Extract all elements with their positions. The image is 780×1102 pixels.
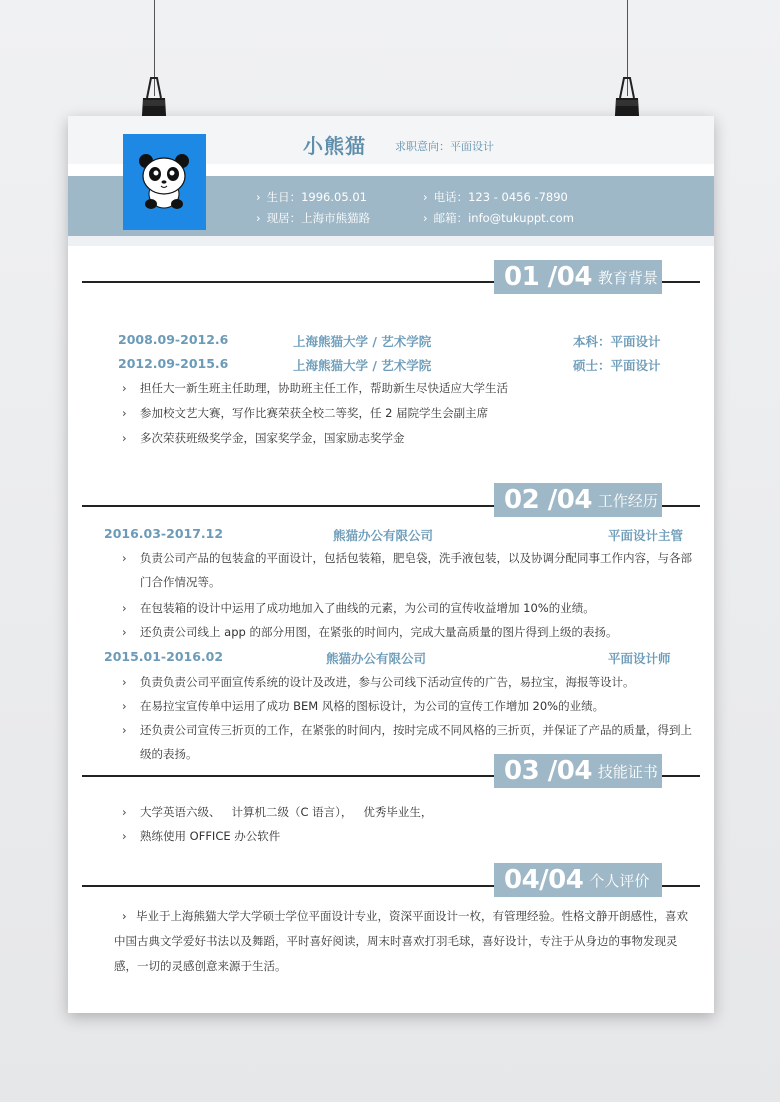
applicant-name: 小熊猫 xyxy=(303,134,366,158)
section-number: 04/04 xyxy=(504,865,584,895)
chevron-right-icon: › xyxy=(423,190,428,204)
edu-date: 2012.09-2015.6 xyxy=(118,356,229,371)
section-header-skills xyxy=(494,754,662,788)
section-header-education xyxy=(494,260,662,294)
resume-page xyxy=(68,116,714,1013)
phone-text: 电话：123 - 0456 -7890 xyxy=(433,190,568,204)
list-item: › 多次荣获班级奖学金，国家奖学金，国家励志奖学金 xyxy=(140,426,720,450)
list-item: › 熟练使用 OFFICE 办公软件 xyxy=(140,824,720,848)
location-info xyxy=(256,210,370,226)
job-role: 平面设计主管 xyxy=(608,528,684,543)
location-text: 现居：上海市熊猫路 xyxy=(266,211,371,225)
list-item: › 在包装箱的设计中运用了成功地加入了曲线的元素，为公司的宣传收益增加 10%的业绩。 xyxy=(140,596,720,620)
self-evaluation-text: 毕业于上海熊猫大学大学硕士学位平面设计专业，资深平面设计一枚，有管理经验。性格文静开朗感性，喜欢中国古典文学爱好书法以及舞蹈，平时喜好阅读，周末时喜欢打羽毛球，喜好设计，专注于从身边的事物发现灵感，一切的灵感创意来源于生活。 xyxy=(114,909,688,973)
chevron-right-icon: › xyxy=(256,190,261,204)
chevron-right-icon: › xyxy=(122,406,127,420)
job-company: 熊猫办公有限公司 xyxy=(326,651,427,666)
section-title: 工作经历 xyxy=(597,491,658,510)
email-info xyxy=(423,210,574,226)
edu-date: 2008.09-2012.6 xyxy=(118,332,229,347)
edu-school: 上海熊猫大学 / 艺术学院 xyxy=(293,358,432,373)
birth-text: 生日：1996.05.01 xyxy=(266,190,367,204)
self-evaluation xyxy=(114,904,694,979)
list-item: › 在易拉宝宣传单中运用了成功 BEM 风格的图标设计，为公司的宣传工作增加 20%的业绩。 xyxy=(140,694,720,718)
list-item: › 大学英语六级、 计算机二级（C 语言）， 优秀毕业生， xyxy=(140,800,720,824)
edu-degree: 硕士：平面设计 xyxy=(573,358,661,373)
section-title: 个人评价 xyxy=(589,871,650,890)
section-header-self xyxy=(494,863,662,897)
list-item: › 还负责公司线上 app 的部分用图，在紧张的时间内，完成大量高质量的图片得到上级的表扬。 xyxy=(140,620,720,644)
avatar xyxy=(123,134,206,230)
chevron-right-icon: › xyxy=(122,601,127,615)
section-title: 教育背景 xyxy=(597,268,658,287)
chevron-right-icon: › xyxy=(122,699,127,713)
section-title: 技能证书 xyxy=(597,762,658,781)
chevron-right-icon: › xyxy=(122,805,127,819)
chevron-right-icon: › xyxy=(256,211,261,225)
list-item: › 担任大一新生班主任助理，协助班主任工作，帮助新生尽快适应大学生活 xyxy=(140,376,720,400)
job-intent: 求职意向：平面设计 xyxy=(395,140,494,153)
list-item: › 负责公司产品的包装盒的平面设计，包括包装箱，肥皂袋，洗手液包装，以及协调分配同事工作内容，与各部门合作情况等。 xyxy=(140,546,700,594)
job-company: 熊猫办公有限公司 xyxy=(333,528,434,543)
edu-degree: 本科：平面设计 xyxy=(573,334,661,349)
list-item: › 还负责公司宣传三折页的工作，在紧张的时间内，按时完成不同风格的三折页，并保证了产品的质量，得到上级的表扬。 xyxy=(140,718,700,766)
chevron-right-icon: › xyxy=(122,381,127,395)
chevron-right-icon: › xyxy=(122,625,127,639)
job-role: 平面设计师 xyxy=(608,651,671,666)
edu-school: 上海熊猫大学 / 艺术学院 xyxy=(293,334,432,349)
job-date: 2016.03-2017.12 xyxy=(104,526,224,541)
chevron-right-icon: › xyxy=(122,829,127,843)
panda-icon xyxy=(123,134,206,230)
birth-info xyxy=(256,189,367,205)
chevron-right-icon: › xyxy=(122,551,127,565)
header-bottom-band xyxy=(68,236,714,246)
section-number: 01 /04 xyxy=(504,262,592,292)
list-item: › 负责负责公司平面宣传系统的设计及改进，参与公司线下活动宣传的广告，易拉宝，海报等设计。 xyxy=(140,670,720,694)
chevron-right-icon: › xyxy=(423,211,428,225)
section-number: 02 /04 xyxy=(504,485,592,515)
email-text: 邮箱：info@tukuppt.com xyxy=(433,211,574,225)
chevron-right-icon: › xyxy=(122,909,127,923)
chevron-right-icon: › xyxy=(122,675,127,689)
job-date: 2015.01-2016.02 xyxy=(104,649,224,664)
phone-info xyxy=(423,189,568,205)
chevron-right-icon: › xyxy=(122,723,127,737)
section-number: 03 /04 xyxy=(504,756,592,786)
list-item: › 参加校文艺大赛，写作比赛荣获全校二等奖，任 2 届院学生会副主席 xyxy=(140,401,720,425)
section-header-work xyxy=(494,483,662,517)
chevron-right-icon: › xyxy=(122,431,127,445)
